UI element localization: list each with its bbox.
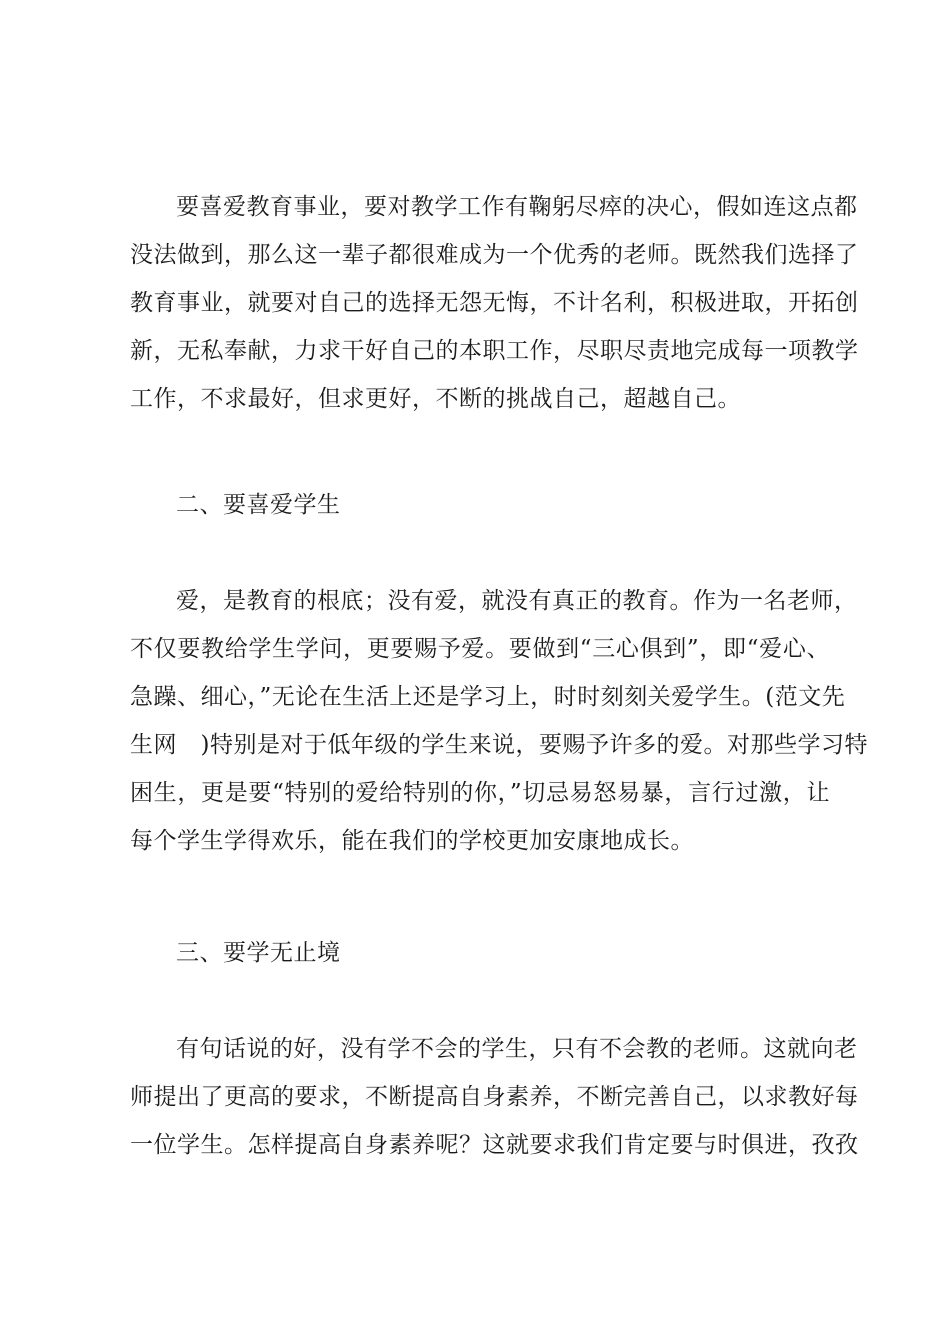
paragraph-2-line-1: 爱，是教育的根底；没有爱，就没有真正的教育。作为一名老师，	[176, 588, 858, 614]
section-heading-2: 二、要喜爱学生	[176, 492, 341, 518]
paragraph-2-line-2: 不仅要教给学生学问，更要赐予爱。要做到“三心俱到”，即“爱心、	[130, 636, 830, 662]
paragraph-2-line-3: 急躁、细心，”无论在生活上还是学习上，时时刻刻关爱学生。(范文先	[130, 684, 846, 710]
paragraph-3-line-2: 师提出了更高的要求，不断提高自身素养，不断完善自己，以求教好每	[130, 1084, 859, 1110]
paragraph-1-line-2: 没法做到，那么这一辈子都很难成为一个优秀的老师。既然我们选择了	[130, 242, 859, 268]
paragraph-3-line-3: 一位学生。怎样提高自身素养呢？这就要求我们肯定要与时俱进，孜孜	[130, 1132, 859, 1158]
paragraph-3-line-1: 有句话说的好，没有学不会的学生，只有不会教的老师。这就向老	[176, 1036, 858, 1062]
paragraph-2-line-4: 生网 )特别是对于低年级的学生来说，要赐予许多的爱。对那些学习特	[130, 732, 868, 758]
paragraph-1-line-5: 工作，不求最好，但求更好，不断的挑战自己，超越自己。	[130, 386, 741, 412]
paragraph-1-line-4: 新，无私奉献，力求干好自己的本职工作，尽职尽责地完成每一项教学	[130, 338, 859, 364]
paragraph-2-line-6: 每个学生学得欢乐，能在我们的学校更加安康地成长。	[130, 828, 694, 854]
paragraph-2-line-5: 困生，更是要“特别的爱给特别的你，”切忌易怒易暴，言行过激，让	[130, 780, 830, 806]
section-heading-3: 三、要学无止境	[176, 940, 341, 966]
paragraph-1-line-1: 要喜爱教育事业，要对教学工作有鞠躬尽瘁的决心，假如连这点都	[176, 194, 858, 220]
paragraph-1-line-3: 教育事业，就要对自己的选择无怨无悔，不计名利，积极进取，开拓创	[130, 290, 859, 316]
